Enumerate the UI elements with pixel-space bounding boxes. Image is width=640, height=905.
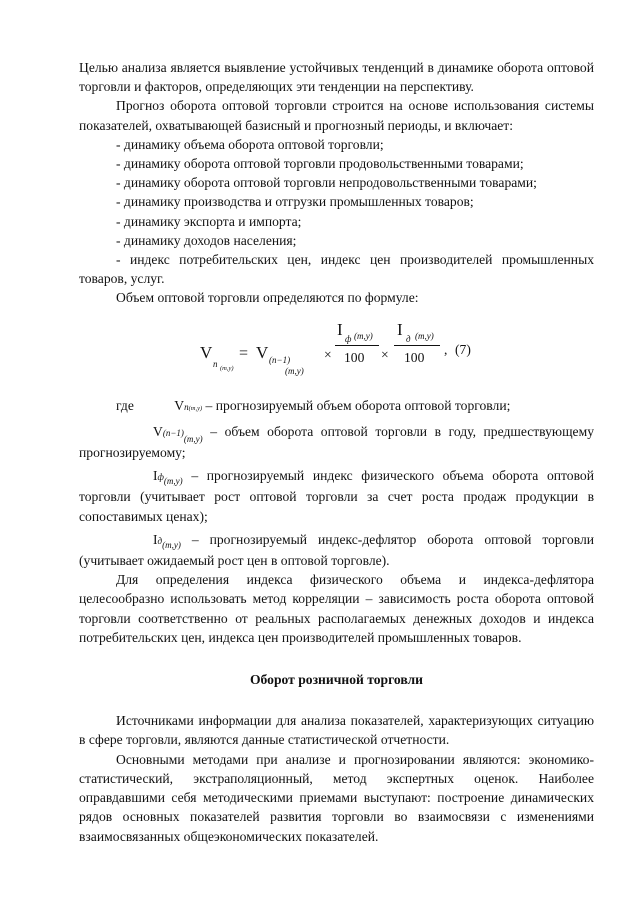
symbol-prev-letter: V bbox=[153, 423, 163, 439]
formula-phys-index-subsub: (m,y) bbox=[354, 330, 373, 341]
fraction-bar-2 bbox=[394, 345, 440, 346]
indicator-list bbox=[79, 135, 594, 289]
definition-forecast-volume bbox=[79, 396, 594, 418]
definition-forecast-text: – прогнозируемый объем оборота оптовой торговли; bbox=[205, 397, 511, 413]
list-item: - динамику доходов населения; bbox=[116, 232, 297, 248]
formula-deflator-symbol: I bbox=[397, 319, 403, 339]
symbol-defl-subsub: (m,y) bbox=[162, 539, 181, 550]
list-item: - индекс потребительских цен, индекс цен производителей промышленных товаров, услуг. bbox=[79, 252, 594, 287]
symbol-prev-sub: (n−1) bbox=[162, 427, 184, 438]
formula-7 bbox=[79, 314, 594, 390]
formula-lhs-sub: n bbox=[213, 358, 218, 369]
definition-deflator bbox=[79, 530, 594, 570]
symbol-previous-volume bbox=[116, 422, 203, 443]
forecast-paragraph: Прогноз оборота оптовой торговли строится на основе использования системы показателей, охватывающей базисный и прогнозный периоды, и включает: bbox=[79, 98, 594, 133]
list-item: - динамику производства и отгрузки промышленных товаров; bbox=[116, 194, 474, 210]
symbol-defl-sub: д bbox=[157, 535, 163, 546]
symbol-v-subsub: (m,y) bbox=[188, 404, 203, 412]
formula-deflator-subsub: (m,y) bbox=[415, 330, 434, 341]
formula-phys-index-symbol: I bbox=[337, 319, 343, 339]
correlation-paragraph: Для определения индекса физического объема и индекса-дефлятора целесообразно использовать метод корреляции – зависимость роста оборота оптовой торговли соответственно от реальных располагаемых денежных доходов и индекса потребительских цен, индекса цен производителей промышленных товаров. bbox=[79, 572, 594, 645]
definition-previous-volume bbox=[79, 422, 594, 462]
symbol-phys-letter: I bbox=[153, 468, 158, 484]
sources-paragraph: Источниками информации для анализа показателей, характеризующих ситуацию в сфере торговли, являются данные статистической отчетности. bbox=[79, 713, 594, 748]
formula-times-2: × bbox=[381, 346, 389, 362]
definition-previous-text: – объем оборота оптовой торговли в году, предшествующему прогнозируемому; bbox=[79, 423, 594, 461]
formula-prev-subsub: (m,y) bbox=[285, 365, 304, 376]
section-heading: Оборот розничной торговли bbox=[249, 672, 424, 688]
list-item: - динамику оборота оптовой торговли продовольственными товарами; bbox=[116, 156, 524, 172]
formula-prev-sub: (n−1) bbox=[269, 354, 291, 365]
formula-phys-index-sub: ф bbox=[345, 333, 352, 344]
symbol-defl-letter: I bbox=[153, 531, 158, 547]
list-item: - динамику оборота оптовой торговли непродовольственными товарами; bbox=[116, 175, 537, 191]
list-item: - динамику объема оборота оптовой торговли; bbox=[116, 136, 384, 152]
formula-comma: , bbox=[444, 341, 448, 357]
definition-physical-index bbox=[79, 466, 594, 526]
formula-denominator-1: 100 bbox=[344, 349, 365, 365]
intro-paragraph: Целью анализа является выявление устойчивых тенденций в динамике оборота оптовой торговли и факторов, определяющих эти тенденции на перспективу. bbox=[79, 60, 594, 95]
symbol-prev-subsub: (m,y) bbox=[183, 433, 203, 444]
symbol-v-letter: V bbox=[174, 397, 185, 413]
formula-number: (7) bbox=[455, 341, 471, 357]
document-page bbox=[79, 58, 594, 846]
list-item: - динамику экспорта и импорта; bbox=[116, 213, 302, 229]
symbol-phys-subsub: (m,y) bbox=[163, 476, 183, 487]
symbol-physical-index bbox=[116, 466, 183, 487]
symbol-phys-sub: ф bbox=[157, 472, 164, 483]
definition-deflator-text: – прогнозируемый индекс-дефлятор оборота оптовой торговли (учитывает ожидаемый рост цен в оптовой торговле). bbox=[79, 531, 595, 569]
fraction-bar-1 bbox=[335, 345, 379, 346]
symbol-deflator bbox=[116, 530, 181, 551]
definition-physical-text: – прогнозируемый индекс физического объема оборота оптовой торговли (учитывает рост оптовой торговли за счет роста продаж продукции в сопоставимых ценах); bbox=[79, 468, 594, 524]
formula-denominator-2: 100 bbox=[404, 349, 425, 365]
where-word: где bbox=[116, 397, 134, 413]
formula-times-1: × bbox=[324, 346, 332, 362]
formula-intro: Объем оптовой торговли определяются по формуле: bbox=[116, 290, 419, 306]
symbol-v-sub: n bbox=[184, 401, 189, 412]
symbol-forecast-volume bbox=[137, 396, 202, 418]
formula-lhs-subsub: (m,y) bbox=[220, 364, 234, 372]
methods-paragraph: Основными методами при анализе и прогнозировании являются: экономико-статистический, экстраполяционный, метод экспертных оценок. Наиболее оправдавшими себя методическими приемами выступают: построение динамических рядов основных показателей развития торговли во взаимосвязи с изменениями взаимосвязанных общеэкономических показателей. bbox=[79, 751, 594, 844]
formula-lhs-symbol: V bbox=[200, 342, 213, 362]
formula-equals: = bbox=[239, 344, 249, 362]
formula-prev-symbol: V bbox=[256, 342, 269, 362]
formula-deflator-sub: д bbox=[406, 333, 411, 344]
